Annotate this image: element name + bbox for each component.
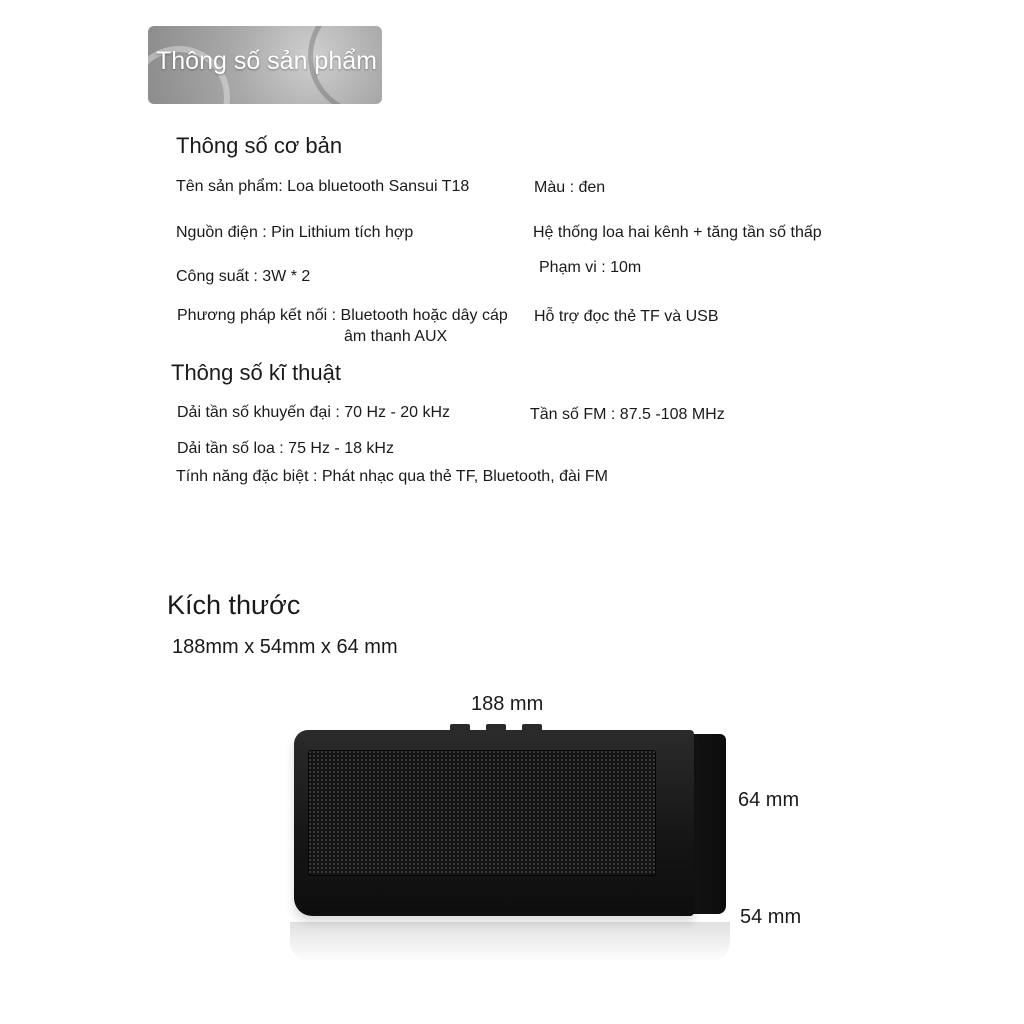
width-label: 188 mm bbox=[471, 693, 544, 715]
depth-label: 54 mm bbox=[740, 906, 802, 928]
spec-speaker-system: Hệ thống loa hai kênh + tăng tần số thấp bbox=[533, 224, 822, 241]
speaker-grille bbox=[308, 750, 656, 876]
dimensions-heading: Kích thước bbox=[167, 590, 301, 620]
basic-specs-heading: Thông số cơ bản bbox=[176, 133, 343, 158]
header-banner bbox=[148, 26, 382, 104]
height-label: 64 mm bbox=[738, 789, 800, 811]
spec-product-name: Tên sản phẩm: Loa bluetooth Sansui T18 bbox=[176, 178, 470, 195]
spec-features: Tính năng đặc biệt : Phát nhạc qua thẻ TF, Bluetooth, đài FM bbox=[176, 468, 608, 485]
spec-fm-range: Tần số FM : 87.5 -108 MHz bbox=[530, 406, 725, 423]
speaker-image bbox=[290, 724, 730, 924]
spec-power-source: Nguồn điện : Pin Lithium tích hợp bbox=[176, 224, 414, 241]
spec-amp-range: Dải tần số khuyến đại : 70 Hz - 20 kHz bbox=[177, 404, 451, 421]
dimensions-summary: 188mm x 54mm x 64 mm bbox=[172, 636, 398, 658]
spec-power-output: Công suất : 3W * 2 bbox=[176, 268, 311, 285]
speaker-reflection bbox=[290, 922, 730, 962]
spec-range: Phạm vi : 10m bbox=[539, 259, 642, 276]
spec-card-support: Hỗ trợ đọc thẻ TF và USB bbox=[534, 308, 719, 325]
spec-speaker-range: Dải tần số loa : 75 Hz - 18 kHz bbox=[177, 440, 394, 457]
spec-color: Màu : đen bbox=[534, 179, 606, 196]
banner-title: Thông số sản phẩm bbox=[156, 47, 377, 75]
spec-connection-continued: âm thanh AUX bbox=[344, 328, 448, 345]
technical-specs-heading: Thông số kĩ thuật bbox=[171, 360, 341, 385]
spec-connection: Phương pháp kết nối : Bluetooth hoặc dây cáp bbox=[177, 307, 508, 324]
speaker-front-panel bbox=[294, 730, 694, 916]
